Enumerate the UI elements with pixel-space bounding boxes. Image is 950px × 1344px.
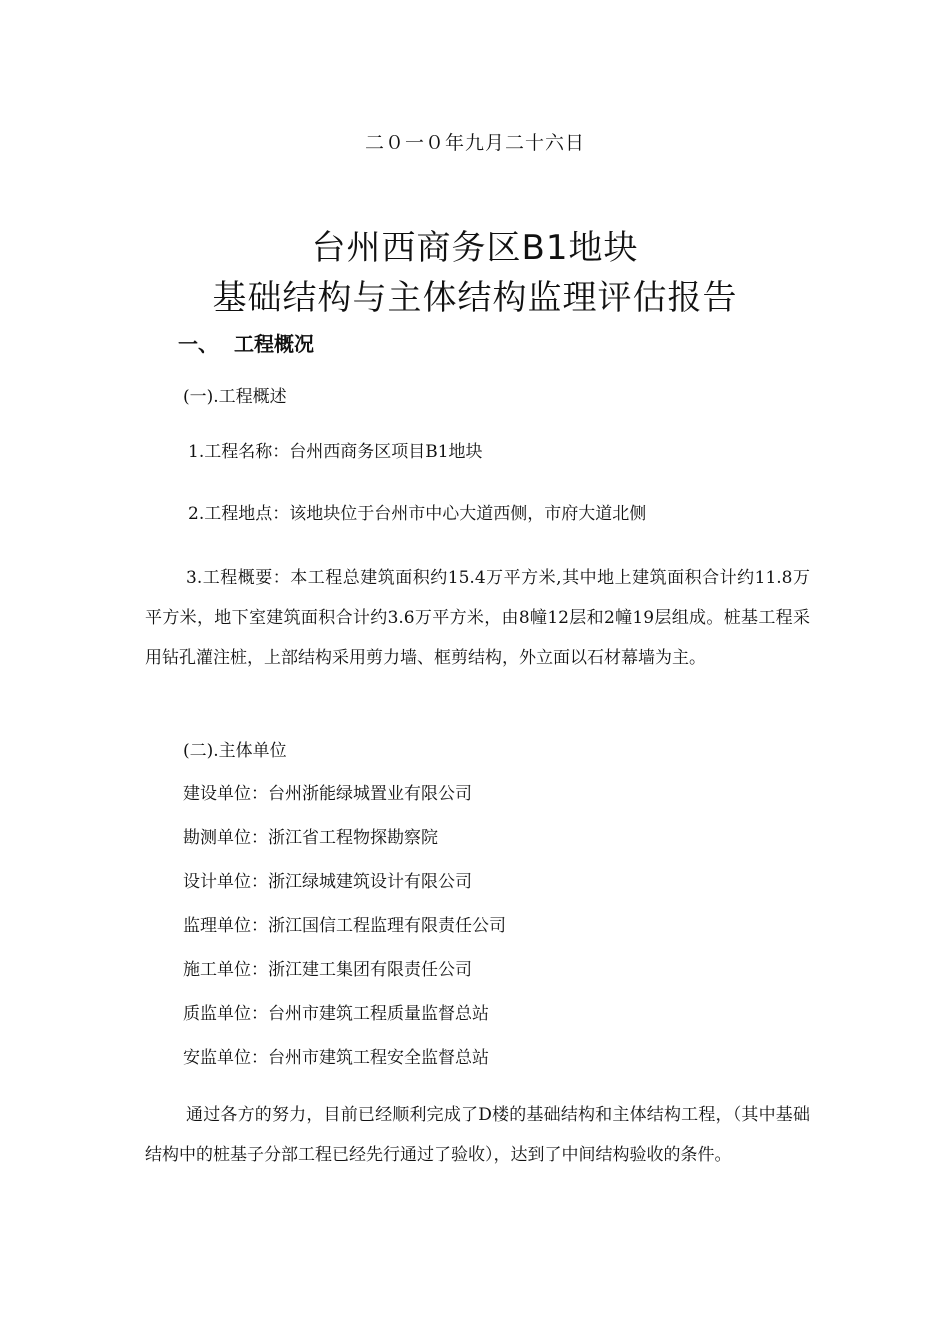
report-title-line-2: 基础结构与主体结构监理评估报告 bbox=[212, 278, 738, 318]
unit-construction: 建设单位：台州浙能绿城置业有限公司 bbox=[183, 784, 472, 804]
unit-design: 设计单位：浙江绿城建筑设计有限公司 bbox=[183, 872, 472, 892]
closing-paragraph: 通过各方的努力，目前已经顺利完成了D楼的基础结构和主体结构工程，（其中基础结构中的桩基子分部工程已经先行通过了验收），达到了中间结构验收的条件。 bbox=[145, 1105, 810, 1165]
project-location-item: 2.工程地点：该地块位于台州市中心大道西侧，市府大道北侧 bbox=[188, 504, 647, 524]
unit-safety-supervision: 安监单位：台州市建筑工程安全监督总站 bbox=[183, 1048, 489, 1068]
section-heading bbox=[178, 328, 314, 357]
project-name-item: 1.工程名称：台州西商务区项目B1地块 bbox=[188, 442, 483, 462]
subsection-heading-overview: (一).工程概述 bbox=[183, 387, 287, 407]
report-date: 二０一０年九月二十六日 bbox=[364, 132, 585, 154]
subsection-heading-units: (二).主体单位 bbox=[183, 741, 287, 761]
section-title: 工程概况 bbox=[234, 332, 314, 356]
section-number: 一、 bbox=[178, 332, 218, 356]
report-title-line-1: 台州西商务区B1地块 bbox=[311, 228, 639, 268]
project-summary-paragraph: 3.工程概要：本工程总建筑面积约15.4万平方米,其中地上建筑面积合计约11.8万平方米，地下室建筑面积合计约3.6万平方米，由8幢12层和2幢19层组成。桩基工程采用钻孔灌注桩，上部结构采用剪力墙、框剪结构，外立面以石材幕墙为主。 bbox=[145, 568, 810, 668]
unit-contractor: 施工单位：浙江建工集团有限责任公司 bbox=[183, 960, 472, 980]
unit-supervision: 监理单位：浙江国信工程监理有限责任公司 bbox=[183, 916, 506, 936]
unit-quality-supervision: 质监单位：台州市建筑工程质量监督总站 bbox=[183, 1004, 489, 1024]
unit-survey: 勘测单位：浙江省工程物探勘察院 bbox=[183, 828, 438, 848]
